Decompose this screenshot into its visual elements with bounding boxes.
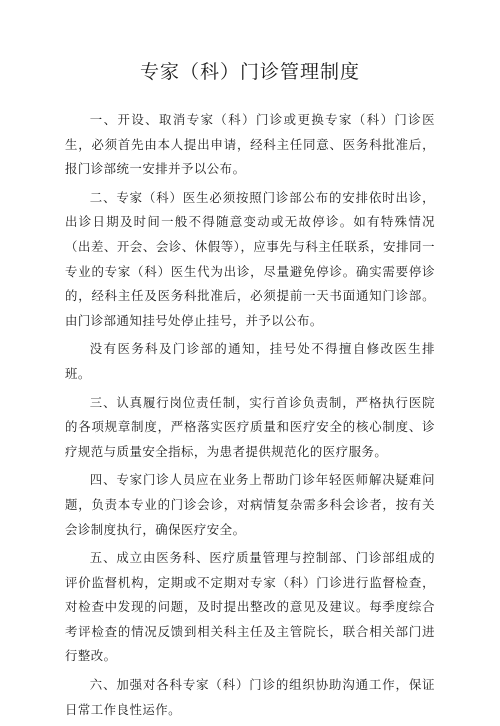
document-body <box>65 108 435 726</box>
paragraph-3: 没有医务科及门诊部的通知，挂号处不得擅自修改医生排班。 <box>65 341 435 381</box>
paragraph-7: 六、加强对各科专家（科）门诊的组织协助沟通工作，保证日常工作良性运作。 <box>65 677 435 717</box>
document-title: 专家（科）门诊管理制度 <box>139 61 360 83</box>
paragraph-4: 三、认真履行岗位责任制，实行首诊负责制，严格执行医院的各项规章制度，严格落实医疗质量和医疗安全的核心制度、诊疗规范与质量安全指标，为患者提供规范化的医疗服务。 <box>65 394 435 459</box>
paragraph-5: 四、专家门诊人员应在业务上帮助门诊年轻医师解决疑难问题，负责本专业的门诊会诊，对病情复杂需多科会诊者，按有关会诊制度执行，确保医疗安全。 <box>65 472 435 537</box>
paragraph-1: 一、开设、取消专家（科）门诊或更换专家（科）门诊医生，必须首先由本人提出申请，经科主任同意、医务科批准后，报门诊部统一安排并予以公布。 <box>65 112 435 177</box>
paragraph-6: 五、成立由医务科、医疗质量管理与控制部、门诊部组成的评价监督机构，定期或不定期对专家（科）门诊进行监督检查，对检查中发现的问题，及时提出整改的意见及建议。每季度综合考评检查的情况反馈到相关科主任及主管院长，联合相关部门进行整改。 <box>65 550 435 664</box>
paragraph-2: 二、专家（科）医生必须按照门诊部公布的安排依时出诊，出诊日期及时间一般不得随意变动或无故停诊。如有特殊情况（出差、开会、会诊、休假等），应事先与科主任联系，安排同一专业的专家（科）医生代为出诊，尽量避免停诊。确实需要停诊的，经科主任及医务科批准后，必须提前一天书面通知门诊部。由门诊部通知挂号处停止挂号，并予以公布。 <box>65 189 435 328</box>
